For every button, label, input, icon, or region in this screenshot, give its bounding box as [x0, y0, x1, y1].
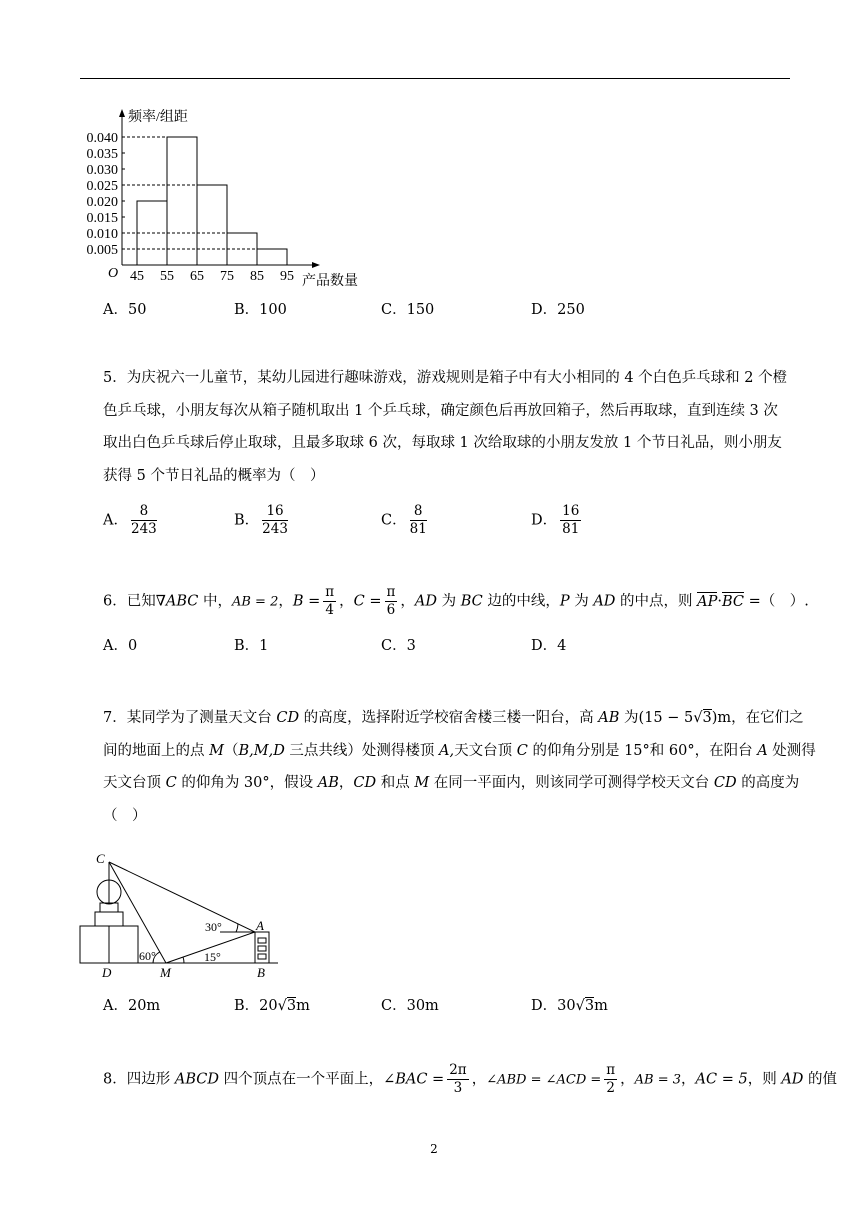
y-tick-label: 0.005: [86, 243, 118, 258]
q7-option-c[interactable]: C．30m: [381, 998, 439, 1014]
q5-option-c[interactable]: C． $\frac{8}{81}$: [381, 503, 427, 537]
q5-line: 5．为庆祝六一儿童节，某幼儿园进行趣味游戏，游戏规则是箱子中有大小相同的 4 个白色乒乓球和 2 个橙: [103, 370, 788, 386]
q4-option-a[interactable]: A．50: [103, 302, 147, 318]
y-tick-label: 0.015: [86, 211, 118, 226]
angle-label-15: 15°: [204, 950, 221, 964]
q5-line: 色乒乓球，小朋友每次从箱子随机取出 1 个乒乓球，确定颜色后再放回箱子，然后再取球，直到连续 3 次: [103, 402, 778, 419]
x-tick-label: 75: [220, 269, 234, 284]
q6-option-b[interactable]: B．1: [234, 638, 269, 654]
x-tick-label: 55: [160, 269, 174, 284]
histogram-bar: [257, 249, 287, 265]
y-axis-arrow: [119, 109, 125, 117]
question-6: 6．已知∇ABC 中，AB = 2，B = $\frac{\pi}{4}$ ，C = $\frac{\pi}{6}$ ，AD 为 BC 边的中线，P 为 AD 的中点，则 AP·BC =（ ）.: [103, 584, 809, 618]
histogram-bar: [167, 137, 197, 265]
q5-line: 取出白色乒乓球后停止取球，且最多取球 6 次，每取球 1 次给取球的小朋友发放 1 个节日礼品，则小朋友: [103, 435, 782, 451]
origin-label: O: [108, 266, 119, 281]
q7-options: [103, 994, 793, 1024]
label-d: D: [102, 965, 112, 980]
y-axis-label: 频率/组距: [128, 110, 188, 125]
x-tick-label: 65: [190, 269, 204, 284]
frequency-histogram: [0, 0, 868, 300]
x-tick-label: 95: [280, 269, 294, 284]
observatory-tier-2: [95, 912, 123, 926]
q4-options: [103, 298, 793, 328]
q4-option-d[interactable]: D．250: [531, 302, 585, 318]
page-number: 2: [430, 1142, 438, 1156]
q5-options: [103, 503, 793, 543]
question-7: [103, 702, 816, 832]
x-tick-label: 45: [130, 269, 144, 284]
label-a: A: [256, 918, 264, 933]
angle-arc-15: [183, 957, 184, 963]
y-tick-label: 0.030: [86, 163, 118, 178]
q4-option-c[interactable]: C．150: [381, 302, 435, 318]
q7-option-a[interactable]: A．20m: [103, 998, 161, 1014]
angle-label-60: 60°: [139, 949, 156, 963]
q5-option-d[interactable]: D． $\frac{16}{81}$: [531, 503, 580, 537]
x-tick-label: 85: [250, 269, 264, 284]
line-c-to-a: [109, 862, 255, 932]
q7-option-b[interactable]: B．20√3m: [234, 998, 310, 1014]
q6-option-c[interactable]: C．3: [381, 638, 416, 654]
building-ab: [255, 932, 269, 963]
label-m: M: [160, 965, 171, 980]
q6-option-d[interactable]: D．4: [531, 638, 567, 654]
label-b: B: [257, 965, 265, 980]
angle-arc-30: [236, 924, 238, 932]
q4-option-b[interactable]: B．100: [234, 302, 287, 318]
label-c: C: [96, 851, 105, 866]
q7-line-4: （ ）: [103, 807, 147, 824]
y-tick-label: 0.040: [86, 131, 118, 146]
q5-option-a[interactable]: A． $\frac{8}{243}$: [103, 503, 157, 537]
y-tick-label: 0.020: [86, 195, 118, 210]
q6-options: [103, 634, 793, 664]
y-tick-label: 0.035: [86, 147, 118, 162]
x-axis-arrow: [312, 262, 320, 268]
q7-option-d[interactable]: D．30√3m: [531, 998, 608, 1014]
q5-line: 获得 5 个节日礼品的概率为（ ）: [103, 467, 325, 484]
x-axis-label: 产品数量: [302, 274, 358, 289]
angle-label-30: 30°: [205, 920, 222, 934]
y-tick-label: 0.025: [86, 179, 118, 194]
y-tick-label: 0.010: [86, 227, 118, 242]
q7-line-1: 7．某同学为了测量天文台 CD 的高度，选择附近学校宿舍楼三楼一阳台，高 AB 为(15 − 5√3)m，在它们之: [103, 710, 804, 726]
observatory-diagram: [78, 848, 298, 983]
q5-option-b[interactable]: B． $\frac{16}{243}$: [234, 503, 288, 537]
histogram-bar: [197, 185, 227, 265]
question-8: 8．四边形 ABCD 四个顶点在一个平面上，∠BAC = $\frac{2\pi}{3}$ ，∠ABD = ∠ACD = $\frac{\pi}{2}$ ，AB = 3，AC = 5，则 AD 的值: [103, 1062, 838, 1096]
q6-option-a[interactable]: A．0: [103, 638, 138, 654]
q7-line-3: 天文台顶 C 的仰角为 30°，假设 AB，CD 和点 M 在同一平面内，则该同学可测得学校天文台 CD 的高度为: [103, 775, 800, 791]
question-5: [103, 362, 793, 492]
q7-line-2: 间的地面上的点 M（B,M,D 三点共线）处测得楼顶 A,天文台顶 C 的仰角分别是 15°和 60°，在阳台 A 处测得: [103, 742, 816, 759]
